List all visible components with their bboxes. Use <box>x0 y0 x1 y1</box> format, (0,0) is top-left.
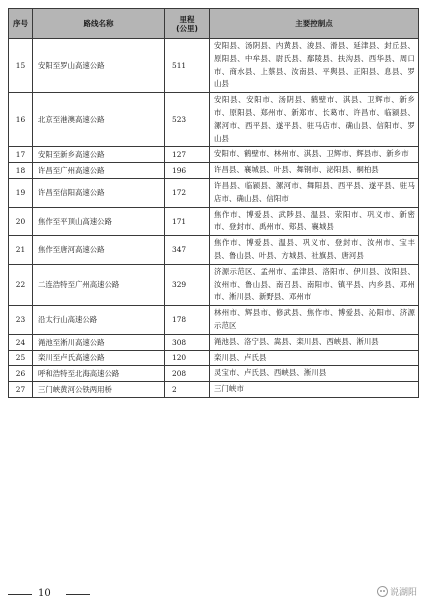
control-points: 灵宝市、卢氏县、西峡县、淅川县 <box>210 366 419 382</box>
watermark-text: 说湖阳 <box>389 588 417 598</box>
route-length: 120 <box>165 350 210 366</box>
route-name: 沿太行山高速公路 <box>33 306 165 335</box>
watermark <box>377 585 417 598</box>
row-number: 24 <box>9 334 33 350</box>
row-number: 26 <box>9 366 33 382</box>
control-points: 济源示范区、孟州市、孟津县、洛阳市、伊川县、汝阳县、汝州市、鲁山县、南召县、南阳市、镇平县、内乡县、邓州市、淅川县、新野县、邓州市 <box>210 264 419 305</box>
table-body <box>9 39 419 398</box>
route-name: 许昌至广州高速公路 <box>33 163 165 179</box>
wechat-icon <box>377 586 388 597</box>
route-length: 511 <box>165 39 210 93</box>
route-name: 三门峡黄河公铁两用桥 <box>33 382 165 398</box>
route-name: 北京至港澳高速公路 <box>33 93 165 147</box>
route-length: 523 <box>165 93 210 147</box>
row-number: 15 <box>9 39 33 93</box>
control-points: 栾川县、卢氏县 <box>210 350 419 366</box>
control-points: 安阳县、安阳市、汤阴县、鹤壁市、淇县、卫辉市、新乡市、原阳县、郑州市、新郑市、长葛市、许昌市、临颍县、漯河市、西平县、遂平县、驻马店市、确山县、信阳市、罗山县 <box>210 93 419 147</box>
route-length: 171 <box>165 207 210 236</box>
control-points: 焦作市、博爱县、温县、巩义市、登封市、汝州市、宝丰县、鲁山县、叶县、方城县、社旗县、唐河县 <box>210 236 419 265</box>
header-name: 路线名称 <box>33 9 165 39</box>
table-header-row <box>9 9 419 39</box>
route-name: 栾川至卢氏高速公路 <box>33 350 165 366</box>
control-points: 渑池县、洛宁县、嵩县、栾川县、西峡县、淅川县 <box>210 334 419 350</box>
route-length: 208 <box>165 366 210 382</box>
row-number: 20 <box>9 207 33 236</box>
control-points: 三门峡市 <box>210 382 419 398</box>
control-points: 许昌县、临颍县、漯河市、舞阳县、西平县、遂平县、驻马店市、确山县、信阳市 <box>210 178 419 207</box>
table-row <box>9 350 419 366</box>
control-points: 安阳市、鹤壁市、林州市、淇县、卫辉市、辉县市、新乡市 <box>210 147 419 163</box>
route-name: 二连浩特至广州高速公路 <box>33 264 165 305</box>
header-length <box>165 9 210 39</box>
route-length: 308 <box>165 334 210 350</box>
row-number: 21 <box>9 236 33 265</box>
footer-rule-right <box>66 594 90 595</box>
control-points: 焦作市、博爱县、武陟县、温县、荥阳市、巩义市、新密市、登封市、禹州市、郏县、襄城县 <box>210 207 419 236</box>
row-number: 19 <box>9 178 33 207</box>
route-name: 焦作至平顶山高速公路 <box>33 207 165 236</box>
route-length: 2 <box>165 382 210 398</box>
row-number: 18 <box>9 163 33 179</box>
control-points: 安阳县、汤阴县、内黄县、浚县、滑县、延津县、封丘县、原阳县、中牟县、尉氏县、鄢陵县、扶沟县、西华县、周口市、商水县、上蔡县、汝南县、平舆县、正阳县、息县、罗山县 <box>210 39 419 93</box>
table-row <box>9 207 419 236</box>
table-row <box>9 163 419 179</box>
header-no: 序号 <box>9 9 33 39</box>
table-row <box>9 147 419 163</box>
table-row <box>9 382 419 398</box>
header-length-line2: (公里) <box>176 23 198 33</box>
route-name: 许昌至信阳高速公路 <box>33 178 165 207</box>
control-points: 林州市、辉县市、修武县、焦作市、博爱县、沁阳市、济源示范区 <box>210 306 419 335</box>
route-length: 178 <box>165 306 210 335</box>
row-number: 16 <box>9 93 33 147</box>
row-number: 25 <box>9 350 33 366</box>
route-length: 127 <box>165 147 210 163</box>
route-length: 196 <box>165 163 210 179</box>
row-number: 23 <box>9 306 33 335</box>
table-row <box>9 334 419 350</box>
row-number: 17 <box>9 147 33 163</box>
route-name: 焦作至唐河高速公路 <box>33 236 165 265</box>
table-row <box>9 39 419 93</box>
table-row <box>9 306 419 335</box>
control-points: 许昌县、襄城县、叶县、舞钢市、泌阳县、桐柏县 <box>210 163 419 179</box>
footer-rule-left <box>8 594 32 595</box>
table-row <box>9 93 419 147</box>
route-name: 渑池至淅川高速公路 <box>33 334 165 350</box>
header-length-line1: 里程 <box>179 14 195 24</box>
table-row <box>9 236 419 265</box>
route-length: 172 <box>165 178 210 207</box>
table-row <box>9 366 419 382</box>
route-name: 安阳至新乡高速公路 <box>33 147 165 163</box>
table-row <box>9 264 419 305</box>
header-points: 主要控制点 <box>210 9 419 39</box>
page-number: 10 <box>38 588 51 599</box>
row-number: 22 <box>9 264 33 305</box>
row-number: 27 <box>9 382 33 398</box>
highway-table <box>8 8 419 398</box>
route-length: 347 <box>165 236 210 265</box>
route-length: 329 <box>165 264 210 305</box>
route-name: 呼和浩特至北海高速公路 <box>33 366 165 382</box>
route-name: 安阳至罗山高速公路 <box>33 39 165 93</box>
table-row <box>9 178 419 207</box>
